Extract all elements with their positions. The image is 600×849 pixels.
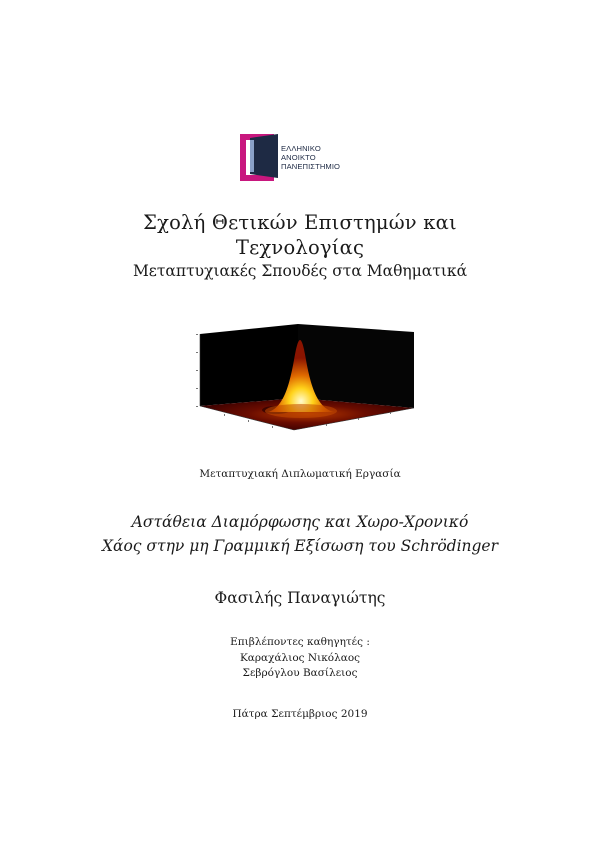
university-logo	[240, 134, 370, 184]
logo-line-2: ΑΝΟΙΚΤΟ	[281, 153, 316, 162]
school-title-line-1: Σχολή Θετικών Επιστημών και	[143, 211, 457, 234]
logo-line-3: ΠΑΝΕΠΙΣΤΗΜΙΟ	[281, 162, 341, 171]
thesis-title-line-1: Αστάθεια Διαμόρφωσης και Χωρο-Χρονικό	[131, 513, 469, 531]
program-title: Μεταπτυχιακές Σπουδές στα Μαθηματικά	[132, 262, 468, 280]
eap-logo-icon	[240, 134, 278, 181]
logo-text	[281, 144, 340, 171]
surface-plot-figure	[176, 320, 428, 448]
logo-line-1: ΕΛΛΗΝΙΚΟ	[281, 144, 321, 153]
thesis-title-line-2: Χάος στην μη Γραμμική Εξίσωση του Schrödinger	[101, 537, 499, 555]
author-name: Φασιλής Παναγιώτης	[214, 589, 386, 607]
school-title-line-2: Τεχνολογίας	[235, 236, 365, 259]
place-date: Πάτρα Σεπτέμβριος 2019	[232, 708, 368, 720]
plot-back-wall-left	[200, 324, 298, 406]
supervisor-name: Καραχάλιος Νικόλαος	[239, 652, 361, 664]
peak-base-glow	[265, 404, 337, 418]
supervisors-label: Επιβλέποντες καθηγητές :	[230, 636, 370, 648]
supervisor-name: Σεβρόγλου Βασίλειος	[242, 667, 358, 679]
thesis-type: Μεταπτυχιακή Διπλωματική Εργασία	[199, 468, 401, 480]
